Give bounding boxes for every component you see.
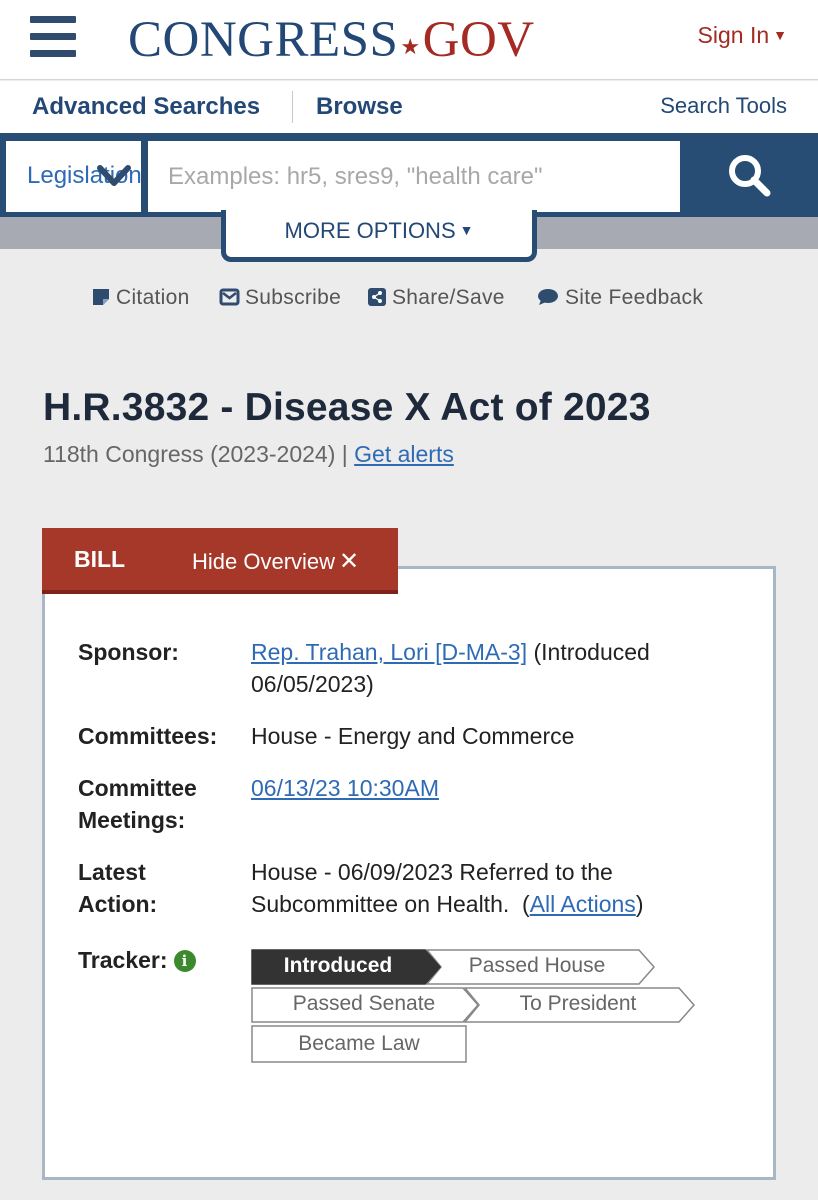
share-save-link[interactable]: Share/Save: [368, 286, 505, 310]
caret-down-icon: ▼: [773, 27, 787, 43]
committee-meeting-link[interactable]: 06/13/23 10:30AM: [251, 775, 439, 801]
search-icon: [727, 153, 771, 197]
bill-tab[interactable]: BILL: [74, 546, 126, 572]
advanced-searches-link[interactable]: Advanced Searches: [32, 93, 261, 120]
committees-value: House - Energy and Commerce: [251, 723, 575, 749]
speech-bubble-icon: [537, 288, 559, 306]
chevron-down-icon: ▼: [459, 222, 474, 238]
hide-overview-button[interactable]: Hide Overview ✕: [192, 548, 360, 575]
get-alerts-link[interactable]: Get alerts: [354, 441, 454, 467]
search-scope-select[interactable]: [6, 141, 141, 212]
menu-icon[interactable]: [30, 16, 76, 58]
congress-subtitle: 118th Congress (2023-2024) | Get alerts: [43, 441, 454, 467]
search-button[interactable]: [681, 133, 818, 217]
star-icon: ★: [400, 34, 421, 59]
latest-action-label: Latest Action:: [78, 859, 158, 917]
overview-tab-bar: [42, 528, 398, 594]
latest-action-value: House - 06/09/2023 Referred to the Subcommittee on Health. (All Actions): [251, 859, 644, 917]
committee-meetings-label: Committee Meetings:: [78, 775, 197, 833]
sign-in-button[interactable]: Sign In ▼: [697, 22, 787, 48]
search-bar: [0, 133, 818, 217]
nav-divider: [292, 91, 293, 123]
tracker-step: Passed Senate: [292, 992, 436, 1015]
all-actions-link[interactable]: All Actions: [529, 891, 636, 917]
main-nav: [0, 81, 818, 133]
search-input[interactable]: [148, 141, 680, 212]
tracker-step: Became Law: [251, 1025, 467, 1063]
sponsor-label: Sponsor:: [78, 639, 179, 665]
close-icon: ✕: [339, 548, 360, 575]
sponsor-link[interactable]: Rep. Trahan, Lori [D-MA-3]: [251, 639, 528, 665]
sponsor-value: Rep. Trahan, Lori [D-MA-3] (Introduced 06/05/2023): [251, 639, 650, 697]
tracker-step: Introduced: [283, 954, 393, 977]
site-logo[interactable]: CONGRESS★GOV: [128, 12, 535, 68]
committees-label: Committees:: [78, 723, 218, 749]
more-options-toggle[interactable]: MORE OPTIONS ▼: [221, 210, 537, 262]
tracker-step: To President: [519, 992, 637, 1015]
chevron-down-icon: [96, 161, 132, 191]
page-tools: [0, 286, 818, 316]
share-icon: [368, 288, 386, 306]
info-icon[interactable]: i: [174, 950, 196, 972]
tracker-label: Tracker: i: [78, 944, 196, 976]
citation-icon: [92, 288, 110, 306]
tracker-step: Passed House: [468, 954, 606, 977]
browse-link[interactable]: Browse: [316, 93, 403, 120]
site-feedback-link[interactable]: Site Feedback: [537, 286, 703, 310]
envelope-icon: [220, 288, 239, 306]
page-title: H.R.3832 - Disease X Act of 2023: [43, 386, 651, 429]
citation-link[interactable]: Citation: [92, 286, 190, 310]
site-header: [0, 0, 818, 80]
search-scope-value: Legislation: [27, 162, 142, 189]
search-tools-link[interactable]: Search Tools: [660, 93, 787, 118]
subscribe-link[interactable]: Subscribe: [220, 286, 341, 310]
committee-meetings-value: [251, 772, 731, 804]
